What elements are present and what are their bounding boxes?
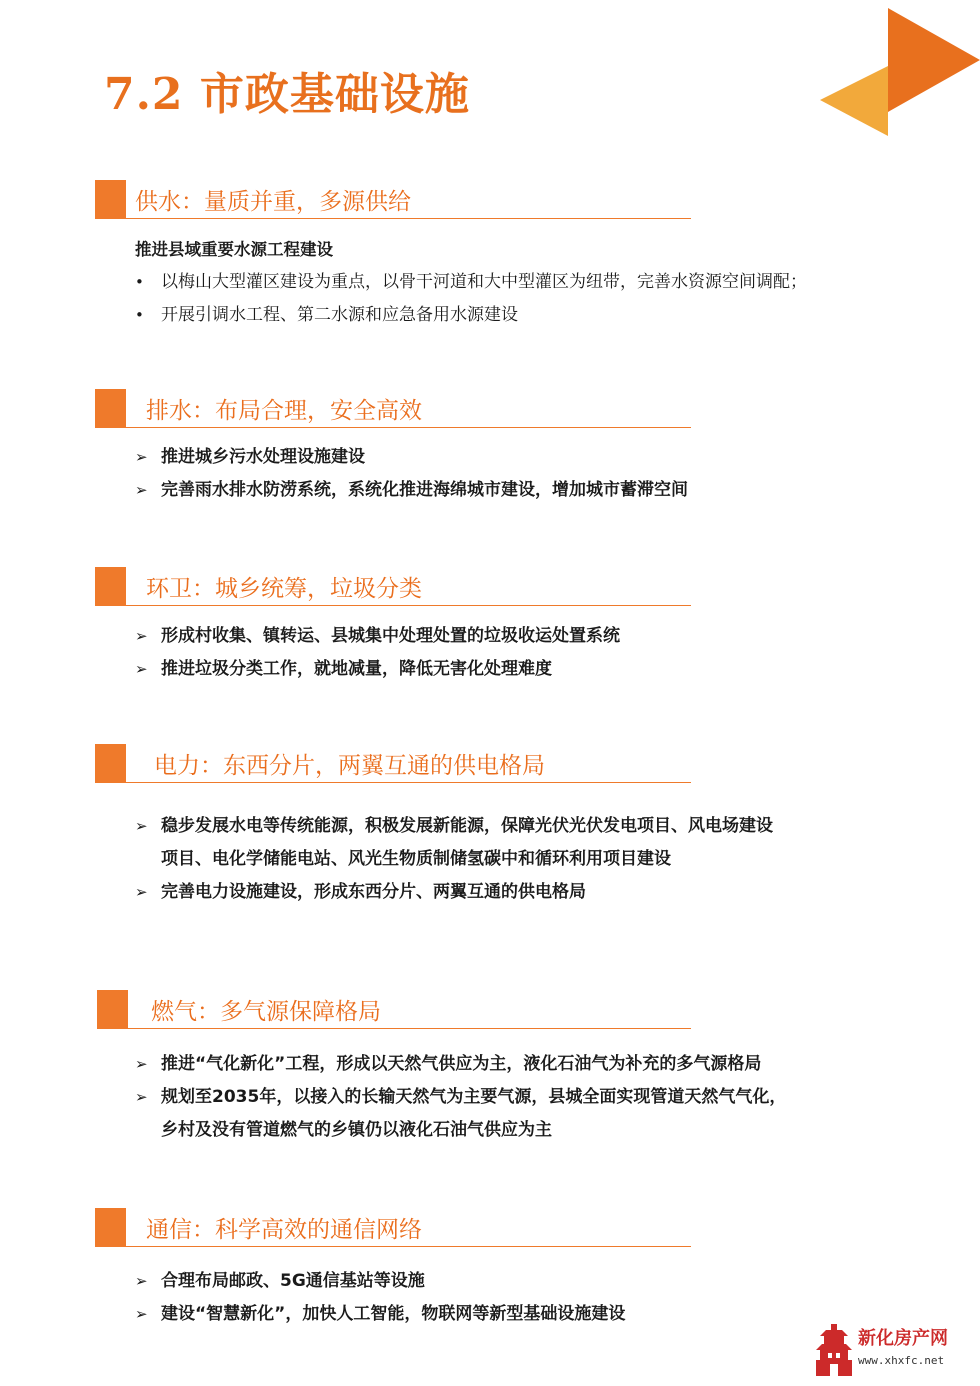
- section-bar: [95, 1208, 126, 1247]
- arrow-bullet-icon: ➢: [135, 1272, 148, 1290]
- section-underline: [126, 427, 691, 428]
- list-item: • 以梅山大型灌区建设为重点，以骨干河道和大中型灌区为纽带，完善水资源空间调配；: [133, 266, 873, 299]
- arrow-bullet-icon: ➢: [135, 660, 148, 678]
- arrow-list: [133, 1265, 873, 1331]
- section-subheading: 推进县域重要水源工程建设: [135, 240, 333, 259]
- section-bar: [97, 990, 128, 1029]
- section-heading: 环卫：城乡统筹，垃圾分类: [146, 576, 422, 602]
- pagoda-icon: [814, 1322, 854, 1378]
- list-item-continuation: 乡村及没有管道燃气的乡镇仍以液化石油气供应为主: [161, 1120, 552, 1140]
- arrow-bullet-icon: ➢: [135, 1055, 148, 1073]
- section-header: [95, 990, 691, 1030]
- section-header: [95, 567, 691, 607]
- triangle-right-icon: [888, 8, 980, 112]
- arrow-bullet-icon: ➢: [135, 1088, 148, 1106]
- section-header: [95, 1208, 691, 1248]
- watermark-logo: [812, 1322, 972, 1382]
- section-header: [95, 744, 691, 784]
- arrow-list: [133, 441, 873, 507]
- triangle-decoration: [820, 8, 980, 140]
- list-item: • 开展引调水工程、第二水源和应急备用水源建设: [133, 299, 873, 332]
- section-underline: [126, 782, 691, 783]
- list-item: ➢ 完善雨水排水防涝系统，系统化推进海绵城市建设，增加城市蓄滞空间: [133, 474, 873, 507]
- section-bar: [95, 389, 126, 428]
- list-item: ➢ 形成村收集、镇转运、县城集中处理处置的垃圾收运处置系统: [133, 620, 873, 653]
- list-item: ➢ 完善电力设施建设，形成东西分片、两翼互通的供电格局: [133, 876, 873, 909]
- section-heading: 电力：东西分片，两翼互通的供电格局: [154, 753, 545, 779]
- arrow-bullet-icon: ➢: [135, 627, 148, 645]
- list-item: ➢ 合理布局邮政、5G通信基站等设施: [133, 1265, 873, 1298]
- list-item: ➢ 稳步发展水电等传统能源，积极发展新能源，保障光伏光伏发电项目、风电场建设: [133, 810, 873, 843]
- list-item-continuation: 项目、电化学储能电站、风光生物质制储氢碳中和循环利用项目建设: [161, 849, 671, 869]
- watermark-name: 新化房产网: [858, 1328, 948, 1349]
- section-bar: [95, 744, 126, 783]
- list-item: ➢ 推进“气化新化”工程，形成以天然气供应为主，液化石油气为补充的多气源格局: [133, 1048, 873, 1081]
- section-bar: [95, 180, 126, 219]
- section-underline: [126, 605, 691, 606]
- section-underline: [126, 1246, 691, 1247]
- arrow-bullet-icon: ➢: [135, 448, 148, 466]
- section-header: [95, 180, 691, 220]
- page-title: 7.2 市政基础设施: [104, 69, 470, 120]
- list-item: ➢ 推进城乡污水处理设施建设: [133, 441, 873, 474]
- arrow-list: [133, 810, 873, 909]
- section-heading: 供水：量质并重，多源供给: [135, 189, 411, 215]
- arrow-bullet-icon: ➢: [135, 481, 148, 499]
- section-heading: 排水：布局合理，安全高效: [146, 398, 422, 424]
- watermark-url: www.xhxfc.net: [858, 1354, 945, 1367]
- section-underline: [126, 218, 691, 219]
- arrow-bullet-icon: ➢: [135, 883, 148, 901]
- arrow-bullet-icon: ➢: [135, 817, 148, 835]
- arrow-list: [133, 1048, 873, 1147]
- list-item: ➢ 建设“智慧新化”，加快人工智能，物联网等新型基础设施建设: [133, 1298, 873, 1331]
- section-heading: 通信：科学高效的通信网络: [146, 1217, 422, 1243]
- section-heading: 燃气：多气源保障格局: [151, 999, 381, 1025]
- arrow-list: [133, 620, 873, 686]
- list-item: ➢ 规划至2035年，以接入的长输天然气为主要气源，县城全面实现管道天然气气化，: [133, 1081, 873, 1114]
- arrow-bullet-icon: ➢: [135, 1305, 148, 1323]
- section-underline: [126, 1028, 691, 1029]
- section-header: [95, 389, 691, 429]
- bullet-icon: •: [135, 273, 144, 291]
- bullet-icon: •: [135, 306, 144, 324]
- triangle-left-icon: [820, 66, 888, 136]
- bullet-list: [133, 266, 873, 332]
- list-item: ➢ 推进垃圾分类工作，就地减量，降低无害化处理难度: [133, 653, 873, 686]
- section-bar: [95, 567, 126, 606]
